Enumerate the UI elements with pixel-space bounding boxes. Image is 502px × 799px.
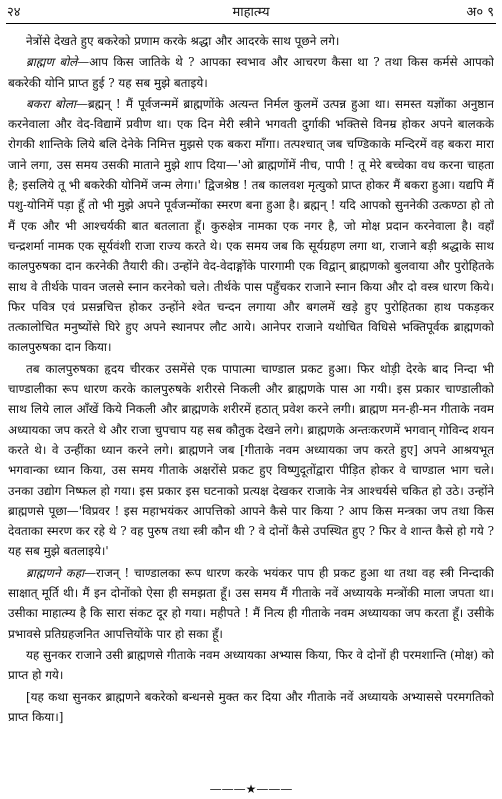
speaker-label: ब्राह्मणने कहा—	[26, 565, 97, 580]
speaker-label: बकरा बोला—	[26, 96, 88, 111]
chapter-label: अ० ९	[466, 5, 494, 20]
paragraph-text: नेत्रोंसे देखते हुए बकरेको प्रणाम करके श्रद्धा और आदरके साथ पूछने लगे।	[26, 34, 340, 48]
paragraph-text: [यह कथा सुनकर ब्राह्मणने बकरेको बन्धनसे मुक्त कर दिया और गीताके नवें अध्यायके अभ्याससे परमगतिको प्राप्त किया।]	[8, 689, 494, 724]
paragraph-text: राजन् ! चाण्डालका रूप धारण करके भयंकर पाप ही प्रकट हुआ था तथा वह स्त्री निन्दाकी साक्षात् मूर्ति थी। मैं इन दोनोंको ऐसा ही समझता हूँ। उस समय मैं गीताके नवें अध्यायके मन्त्रोंकी माला जपता था। उसीका माहात्म्य है कि सारा संकट दूर हो गया। महीपते ! मैं नित्य ही गीताके नवम अध्यायका जप करता हूँ। उसीके प्रभावसे प्रतिग्रहजनित आपत्तियोंके पार हो सका हूँ।	[8, 565, 494, 641]
paragraph	[8, 645, 494, 686]
speaker-label: ब्राह्मण बोले—	[26, 55, 90, 70]
page-title: माहात्म्य	[232, 5, 270, 20]
paragraph-text: यह सुनकर राजाने उसी ब्राह्मणसे गीताके नवम अध्यायका अभ्यास किया, फिर वे दोनों ही परमशान्ति (मोक्ष) को प्राप्त हो गये।	[8, 647, 494, 683]
paragraph-text: आप किस जातिके थे ? आपका स्वभाव और आचरण कैसा था ? तथा किस कर्मसे आपको बकरेकी योनि प्राप्त हुई ? यह सब मुझे बताइये।	[8, 55, 494, 90]
page-body	[8, 31, 494, 761]
paragraph	[8, 31, 494, 51]
page-number: २४	[7, 5, 21, 20]
paragraph	[8, 94, 494, 358]
paragraph-text: तब कालपुरुषका हृदय चीरकर उसमेंसे एक पापात्मा चाण्डाल प्रकट हुआ। फिर थोड़ी देरके बाद निन्दा भी चाण्डालीका रूप धारण करके कालपुरुषके शरीरसे निकली और ब्राह्मणके पास आ गयी। इस प्रकार चाण्डालीको साथ लिये लाल आँखें किये निकली और ब्राह्मणके शरीरमें हठात् प्रवेश करने लगी। ब्राह्मण मन-ही-मन गीताके नवम अध्यायका जप करते थे और राजा चुपचाप यह सब कौतुक देखने लगे। ब्राह्मणके अन्तःकरणमें भगवान् गोविन्द शयन करते थे। वे उन्हींका ध्यान करने लगे। ब्राह्मणने जब [गीताके नवम अध्यायका जप करते हुए] अपने आश्रयभूत भगवान्का ध्यान किया, उस समय गीताके अक्षरोंसे प्रकट हुए विष्णुदूतोंद्वारा पीड़ित होकर वे चाण्डाल भाग चले। उनका उद्योग निष्फल हो गया। इस प्रकार इस घटनाको प्रत्यक्ष देखकर राजाके नेत्र आश्चर्यसे चकित हो उठे। उन्होंने ब्राह्मणसे पूछा—'विप्रवर ! इस महाभयंकर आपत्तिको आपने कैसे पार किया ? आप किस मन्त्रका जप तथा किस देवताका स्मरण कर रहे थे ? वह पुरुष तथा स्त्री कौन थी ? वे दोनों कैसे उपस्थित हुए ? फिर वे शान्त कैसे हो गये ? यह सब मुझे बतलाइये।'	[8, 361, 494, 559]
paragraph	[8, 52, 494, 93]
footer-ornament: ———★———	[209, 782, 293, 796]
paragraph	[8, 687, 494, 728]
paragraph	[8, 563, 494, 644]
paragraph-text: ब्रह्मन् ! मैं पूर्वजन्ममें ब्राह्मणोंके अत्यन्त निर्मल कुलमें उत्पन्न हुआ था। समस्त यज्ञोंका अनुष्ठान करनेवाला और वेद-विद्यामें प्रवीण था। एक दिन मेरी स्त्रीने भगवती दुर्गाकी भक्तिसे विनम्र होकर अपने बालकके रोगकी शान्तिके लिये बलि देनेके निमित्त मुझसे एक बकरा माँगा। तत्पश्चात् जब चण्डिकाके मन्दिरमें वह बकरा मारा जाने लगा, उस समय उसकी माताने मुझे शाप दिया—'ओ ब्राह्मणोंमें नीच, पापी ! तू मेरे बच्चेका वध करना चाहता है; इसलिये तू भी बकरेकी योनिमें जन्म लेगा।' द्विजश्रेष्ठ ! तब कालवश मृत्युको प्राप्त होकर मैं बकरा हुआ। यद्यपि मैं पशु-योनिमें पड़ा हूँ तो भी मुझे अपने पूर्वजन्मोंका स्मरण बना हुआ है। ब्रह्मन् ! यदि आपको सुननेकी उत्कण्ठा हो तो मैं एक और भी आश्चर्यकी बात बतलाता हूँ। कुरुक्षेत्र नामका एक नगर है, जो मोक्ष प्रदान करनेवाला है। वहाँ चन्द्रशर्मा नामक एक सूर्यवंशी राजा राज्य करते थे। एक समय जब कि सूर्यग्रहण लगा था, राजाने बड़ी श्रद्धाके साथ कालपुरुषका दान करनेकी तैयारी की। उन्होंने वेद-वेदाङ्गोंके पारगामी एक विद्वान् ब्राह्मणको बुलवाया और पुरोहितके साथ वे तीर्थके पावन जलसे स्नान करनेको चले। तीर्थके पास पहुँचकर राजाने स्नान किया और दो वस्त्र धारण किये। फिर पवित्र एवं प्रसन्नचित्त होकर उन्होंने श्वेत चन्दन लगाया और बगलमें खड़े हुए पुरोहितका हाथ पकड़कर तत्कालोचित मनुष्योंसे घिरे हुए अपने स्थानपर लौट आये। आनेपर राजाने यथोचित विधिसे भक्तिपूर्वक ब्राह्मणको कालपुरुषका दान किया।	[8, 96, 494, 355]
header-rule	[6, 23, 496, 24]
paragraph	[8, 359, 494, 562]
page-header	[0, 0, 502, 26]
